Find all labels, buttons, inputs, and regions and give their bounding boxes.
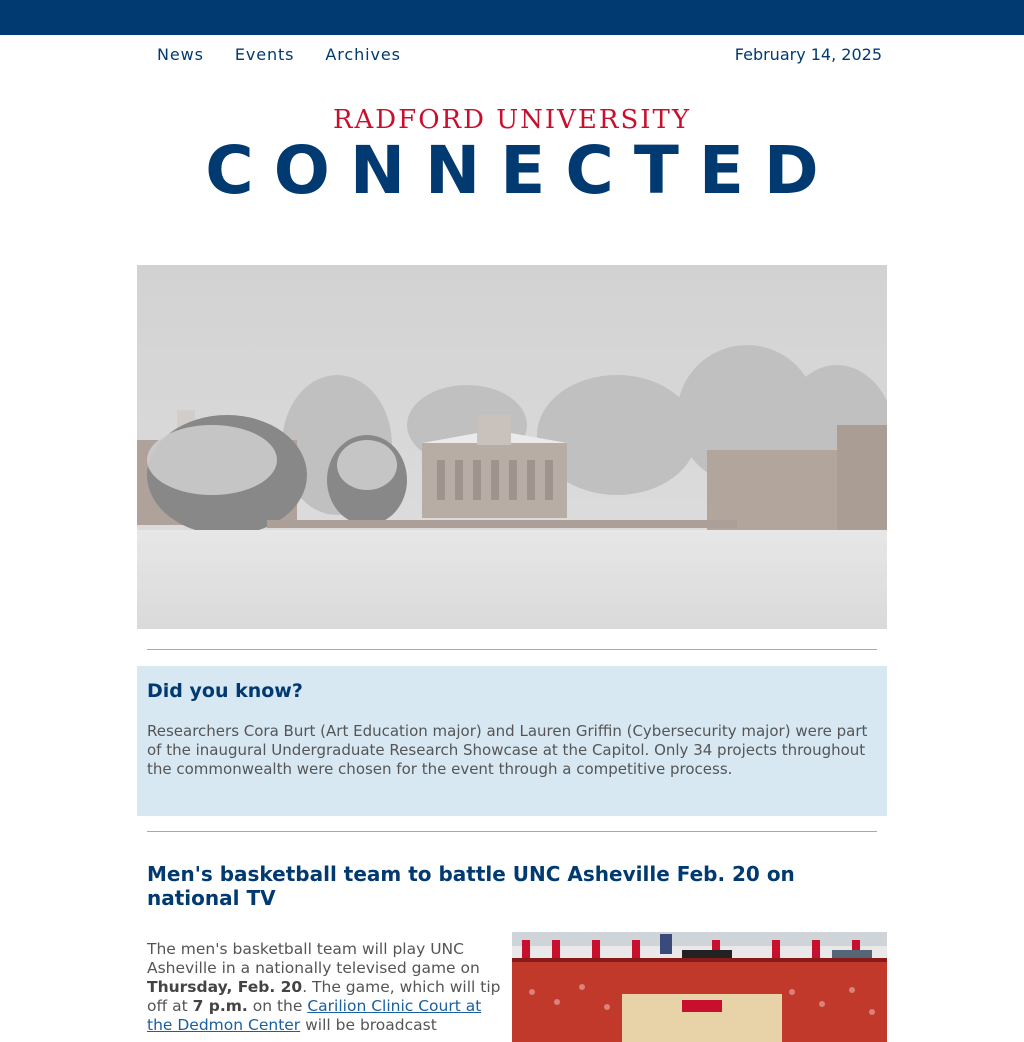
nav-link-archives[interactable]: Archives	[325, 45, 401, 64]
venue-link[interactable]: Carilion Clinic Court at the Dedmon Center	[147, 997, 482, 1034]
article-text: . The game, which will tip off at	[147, 978, 501, 1015]
masthead-logo	[0, 105, 1024, 207]
article-text: will be broadcast	[300, 1016, 437, 1034]
callout-heading: Did you know?	[147, 680, 303, 702]
article-text: on the	[247, 997, 308, 1015]
snowy-campus-illustration	[137, 265, 887, 629]
callout-text: Researchers Cora Burt (Art Education major) and Lauren Griffin (Cybersecurity major) were part of the inaugural Undergraduate Research Showcase at the Capitol. Only 34 projects throughout the commonwealth were chosen for the event through a competitive process.	[147, 722, 868, 778]
arena-image	[512, 932, 887, 1042]
nav-link-events[interactable]: Events	[234, 45, 295, 64]
newsletter-brand: CONNECTED	[205, 132, 839, 209]
article-title: Men's basketball team to battle UNC Asheville Feb. 20 on national TV	[147, 862, 795, 910]
issue-date: February 14, 2025	[734, 45, 882, 64]
game-date: Thursday, Feb. 20	[147, 978, 303, 996]
article-header	[147, 862, 877, 910]
university-name: RADFORD UNIVERSITY	[332, 105, 692, 135]
did-you-know-callout	[137, 666, 887, 816]
nav-link-news[interactable]: News	[157, 45, 204, 64]
article-text: The men's basketball team will play UNC Asheville in a nationally televised game on	[147, 940, 480, 977]
main-nav	[157, 45, 401, 64]
header-nav-row	[0, 35, 1024, 75]
divider	[147, 649, 877, 650]
top-banner	[0, 0, 1024, 35]
hero-image	[137, 265, 887, 629]
divider	[147, 831, 877, 832]
article-body	[147, 940, 502, 1035]
game-time: 7 p.m.	[192, 997, 248, 1015]
basketball-arena-illustration	[512, 932, 887, 1042]
